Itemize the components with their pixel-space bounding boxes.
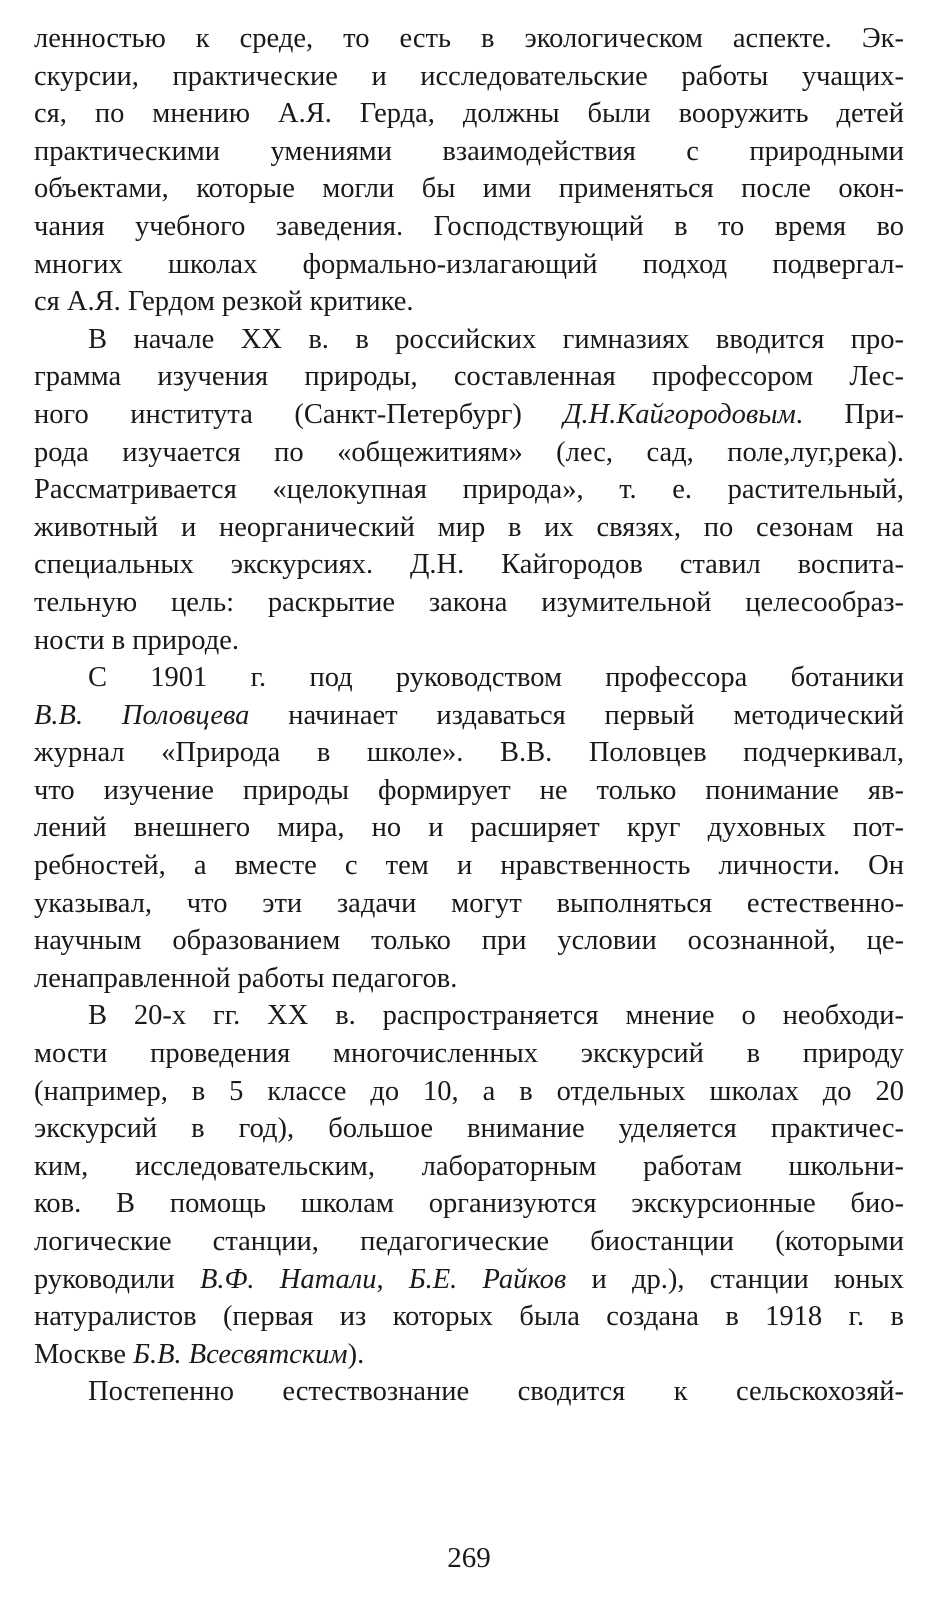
text-segment: руководили — [34, 1263, 200, 1295]
text-line: ребностей, а вместе с тем и нравственность личности. Он — [34, 850, 904, 882]
text-line: ся А.Я. Гердом резкой критике. — [34, 286, 414, 318]
text-line: практическими умениями взаимодействия с природными — [34, 135, 904, 167]
text-line — [34, 1336, 904, 1374]
italic-name: В.В. Половцева — [34, 699, 250, 731]
page-number: 269 — [447, 1542, 491, 1574]
text-line: ности в природе. — [34, 624, 239, 656]
text-line: чания учебного заведения. Господствующий в то время во — [34, 210, 904, 242]
text-line: рода изучается по «общежитиям» (лес, сад, поле,луг,река). — [34, 436, 904, 468]
text-line: экскурсий в год), большое внимание уделяется практичес- — [34, 1113, 904, 1145]
italic-name: Б.В. Всесвятским — [133, 1338, 348, 1370]
text-line: ков. В помощь школам организуются экскурсионные био- — [34, 1188, 904, 1220]
text-line: В начале XX в. в российских гимназиях вводится про- — [88, 323, 904, 355]
text-line: скурсии, практические и исследовательские работы учащих- — [34, 60, 904, 92]
paragraph-4 — [34, 997, 904, 1373]
text-line: ся, по мнению А.Я. Герда, должны были вооружить детей — [34, 98, 904, 130]
text-line: Постепенно естествознание сводится к сельскохозяй- — [88, 1376, 904, 1408]
text-segment: ). — [347, 1338, 365, 1370]
text-line: С 1901 г. под руководством профессора ботаники — [88, 662, 904, 694]
italic-name: В.Ф. Натали, Б.Е. Райков — [199, 1263, 567, 1295]
paragraph-2 — [34, 321, 904, 659]
text-line — [34, 1261, 904, 1299]
book-page-text — [34, 20, 904, 1411]
text-line: многих школах формально-излагающий подход подвергал- — [34, 248, 904, 280]
text-line: что изучение природы формирует не только понимание яв- — [34, 774, 904, 806]
text-line: тельную цель: раскрытие закона изумительной целесообраз- — [34, 586, 904, 618]
text-line — [34, 697, 904, 735]
text-segment: и др.), станции юных — [566, 1263, 904, 1295]
text-line: указывал, что эти задачи могут выполняться естественно- — [34, 887, 904, 919]
text-line: Рассматривается «целокупная природа», т. е. растительный, — [34, 474, 904, 506]
text-segment: Москве — [34, 1338, 134, 1370]
paragraph-3 — [34, 659, 904, 997]
text-line: специальных экскурсиях. Д.Н. Кайгородов ставил воспита- — [34, 549, 904, 581]
text-line: лений внешнего мира, но и расширяет круг духовных пот- — [34, 812, 904, 844]
text-line: мости проведения многочисленных экскурсий в природу — [34, 1038, 904, 1070]
text-line: журнал «Природа в школе». В.В. Половцев подчеркивал, — [34, 737, 904, 769]
paragraph-1 — [34, 20, 904, 321]
text-line: натуралистов (первая из которых была создана в 1918 г. в — [34, 1301, 904, 1333]
text-line: научным образованием только при условии осознанной, це- — [34, 925, 904, 957]
text-line: грамма изучения природы, составленная профессором Лес- — [34, 361, 904, 393]
text-line: ленаправленной работы педагогов. — [34, 962, 458, 994]
text-line: объектами, которые могли бы ими применяться после окон- — [34, 173, 904, 205]
text-line: животный и неорганический мир в их связях, по сезонам на — [34, 511, 904, 543]
text-segment: . При- — [795, 398, 904, 430]
italic-name: Д.Н.Кайгородовым — [563, 398, 796, 430]
text-line: В 20-х гг. XX в. распространяется мнение о необходи- — [88, 1000, 904, 1032]
text-segment: ного института (Санкт-Петербург) — [34, 398, 564, 430]
text-line: логические станции, педагогические биостанции (которыми — [34, 1226, 904, 1257]
text-line: ленностью к среде, то есть в экологическом аспекте. Эк- — [34, 23, 904, 54]
text-line — [34, 396, 904, 434]
text-segment: начинает издаваться первый методический — [249, 699, 904, 731]
paragraph-5 — [34, 1373, 904, 1411]
text-line: ким, исследовательским, лабораторным работам школьни- — [34, 1150, 904, 1182]
text-line: (например, в 5 классе до 10, а в отдельных школах до 20 — [34, 1075, 904, 1107]
